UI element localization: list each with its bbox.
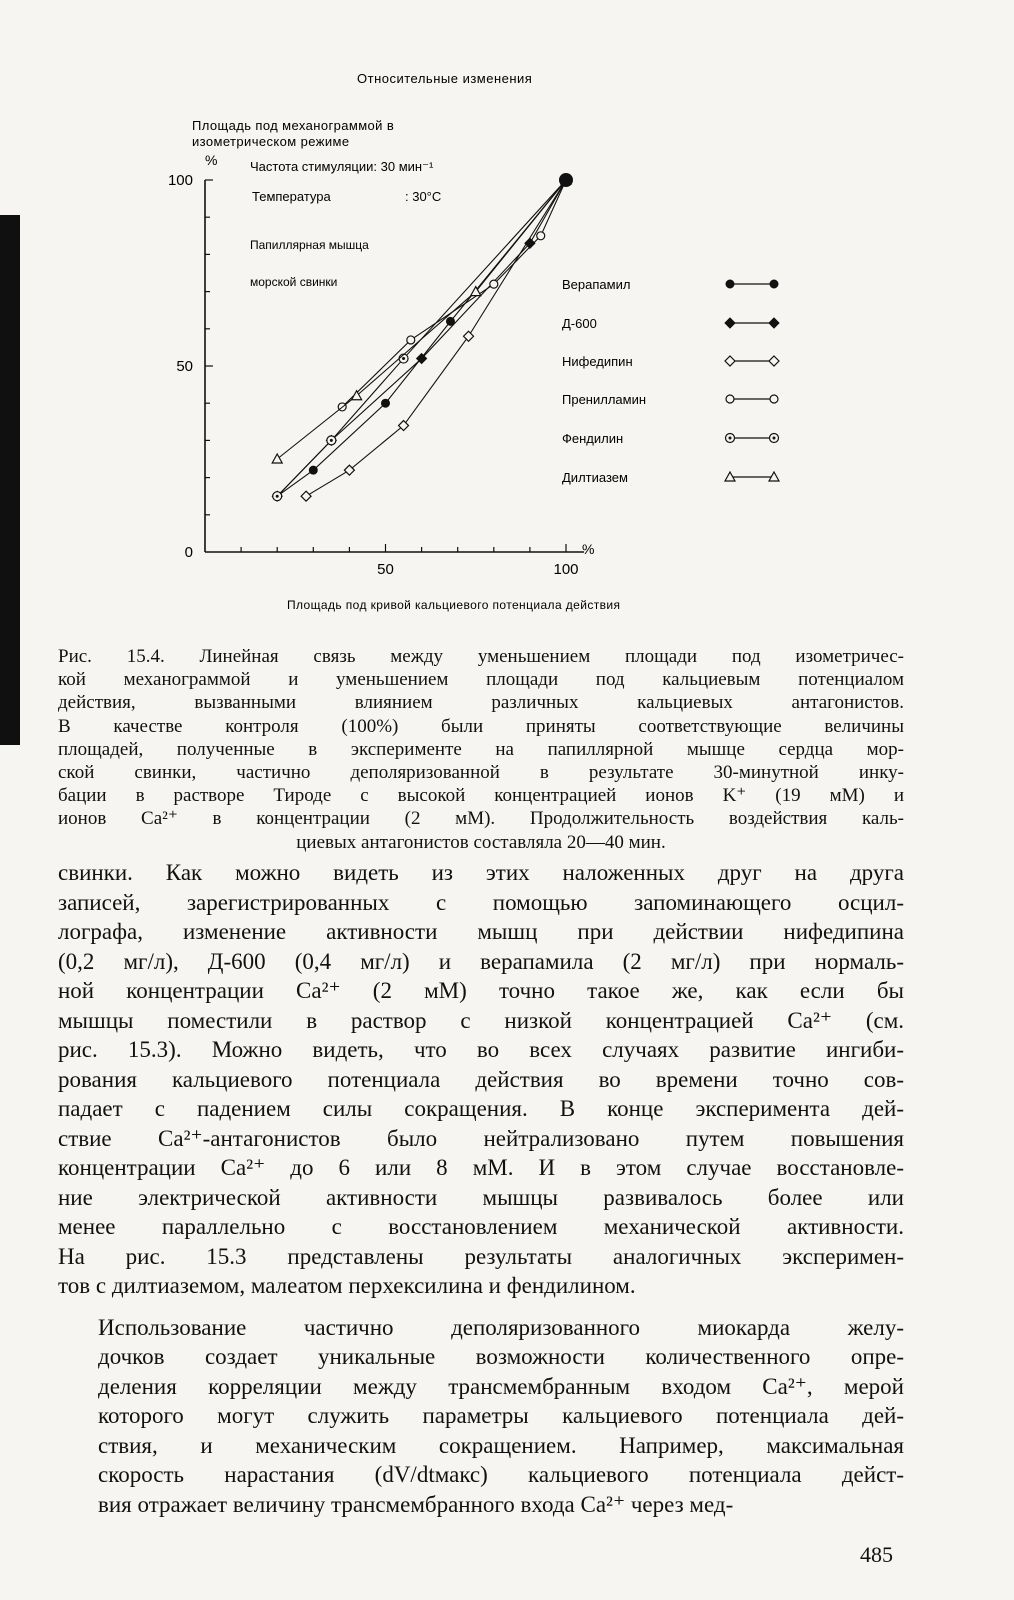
y-tick-label: 100 <box>167 172 193 189</box>
legend-label: Пренилламин <box>562 392 647 407</box>
legend-marker <box>725 318 735 328</box>
text-line: тов с дилтиаземом, малеатом перхексилина и фендилином. <box>58 1273 636 1298</box>
figure-header: Относительные изменения <box>357 71 533 86</box>
x-axis-label: Площадь под кривой кальциевого потенциала действия <box>287 598 621 612</box>
chart-legend <box>562 277 779 485</box>
legend-label: Верапамил <box>562 277 631 292</box>
legend-label: Нифедипин <box>562 354 633 369</box>
text-line: рис. 15.3). Можно видеть, что во всех случаях развитие ингиби- <box>58 1037 904 1062</box>
text-line: рования кальциевого потенциала действия во времени точно сов- <box>58 1066 904 1092</box>
legend-marker <box>769 318 779 328</box>
text-line: На рис. 15.3 представлены результаты аналогичных эксперимен- <box>58 1243 904 1269</box>
caption-line: кой механограммой и уменьшением площади под кальциевым потенциалом <box>58 669 904 691</box>
condition-frequency: Частота стимуляции: 30 мин⁻¹ <box>250 159 434 174</box>
chart-svg <box>0 0 1014 640</box>
legend-label: Дилтиазем <box>562 470 628 485</box>
x-tick-label: 100 <box>553 561 579 578</box>
caption-line: Рис. 15.4. Линейная связь между уменьшением площади под изометричес- <box>58 646 904 667</box>
data-point <box>490 280 498 288</box>
data-point <box>464 331 474 341</box>
y-tick-label: 0 <box>184 544 193 561</box>
text-line: ние электрической активности мышцы развивалось более или <box>58 1184 904 1210</box>
legend-marker <box>726 395 734 403</box>
control-point <box>559 173 573 187</box>
marker-dot <box>773 437 776 440</box>
text-line: дочков создает уникальные возможности количественного опре- <box>98 1344 904 1369</box>
data-point <box>272 454 282 463</box>
legend-marker <box>770 395 778 403</box>
text-line: концентрации Ca²⁺ до 6 или 8 мМ. И в этом случае восстановле- <box>58 1155 904 1180</box>
x-axis-unit: % <box>582 541 595 557</box>
data-point <box>407 336 415 344</box>
legend-label: Д-600 <box>562 316 597 331</box>
condition-temperature: Температура <box>252 189 331 204</box>
text-line: (0,2 мг/л), Д-600 (0,4 мг/л) и верапамила (2 мг/л) при нормаль- <box>58 948 904 974</box>
marker-dot <box>276 495 279 498</box>
series-line <box>277 180 566 459</box>
text-line: ствие Ca²⁺-антагонистов было нейтрализовано путем повышения <box>58 1125 904 1151</box>
condition-muscle-line1: Папиллярная мышца <box>250 238 369 252</box>
paragraph-2 <box>58 1313 904 1520</box>
text-line: мышцы поместили в раствор с низкой концентрацией Ca²⁺ (см. <box>58 1007 904 1033</box>
caption-line: бации в растворе Тироде с высокой концентрацией ионов K⁺ (19 мМ) и <box>58 785 904 807</box>
page-number: 485 <box>860 1542 893 1567</box>
caption-line: ской свинки, частично деполяризованной в результате 30-минутной инку- <box>58 762 904 784</box>
caption-line: циевых антагонистов составляла 20—40 мин. <box>296 831 666 853</box>
data-point <box>309 466 317 474</box>
figure-caption <box>58 645 904 854</box>
x-tick-label: 50 <box>377 561 394 578</box>
text-line: менее параллельно с восстановлением механической активности. <box>58 1214 904 1239</box>
text-line: вия отражает величину трансмембранного входа Ca²⁺ через мед- <box>98 1491 734 1517</box>
condition-muscle-line2: морской свинки <box>250 275 338 289</box>
data-point <box>382 399 390 407</box>
legend-marker <box>770 434 779 443</box>
legend-label: Фендилин <box>562 431 624 446</box>
figure-15-4 <box>0 0 1014 640</box>
text-line: ствия, и механическим сокращением. Например, максимальная <box>98 1432 904 1458</box>
caption-line: ионов Ca²⁺ в концентрации (2 мМ). Продолжительность воздействия каль- <box>58 808 904 830</box>
text-line: записей, зарегистрированных с помощью запоминающего осцил- <box>58 889 904 915</box>
legend-marker <box>770 280 778 288</box>
text-line: лографа, изменение активности мышц при действии нифедипина <box>58 919 904 944</box>
chart-axes <box>168 172 584 578</box>
text-line: деления корреляции между трансмембранным входом Ca²⁺, мерой <box>98 1373 904 1399</box>
y-axis-label-line2: изометрическом режиме <box>192 134 350 149</box>
legend-marker <box>726 434 735 443</box>
legend-marker <box>725 356 735 366</box>
y-tick-label: 50 <box>176 358 193 375</box>
text-line: свинки. Как можно видеть из этих наложенных друг на друга <box>58 860 904 885</box>
y-axis-label-line1: Площадь под механограммой в <box>192 118 395 133</box>
data-point <box>273 492 282 501</box>
condition-temperature-value: : 30°C <box>405 189 442 204</box>
chart-series <box>272 173 573 501</box>
legend-marker <box>726 280 734 288</box>
y-axis-unit: % <box>205 152 218 168</box>
body-text <box>58 858 904 1519</box>
text-line: Использование частично деполяризованного миокарда желу- <box>98 1314 904 1340</box>
series-line <box>277 180 566 496</box>
legend-marker <box>769 356 779 366</box>
paragraph-1 <box>58 858 904 1301</box>
text-line: ной концентрации Ca²⁺ (2 мМ) точно такое же, как если бы <box>58 978 904 1003</box>
data-point <box>327 436 336 445</box>
marker-dot <box>402 357 405 360</box>
data-point <box>301 491 311 501</box>
text-line: падает с падением силы сокращения. В конце эксперимента дей- <box>58 1096 904 1121</box>
marker-dot <box>729 437 732 440</box>
series-line <box>342 180 566 407</box>
caption-line: В качестве контроля (100%) были приняты соответствующие величины <box>58 715 904 737</box>
caption-line: площадей, полученные в эксперименте на папиллярной мышце сердца мор- <box>58 738 904 760</box>
marker-dot <box>330 439 333 442</box>
text-line: которого могут служить параметры кальциевого потенциала дей- <box>98 1403 904 1428</box>
text-line: скорость нарастания (dV/dtмакс) кальциевого потенциала дейст- <box>98 1462 904 1487</box>
caption-line: действия, вызванными влиянием различных кальциевых антагонистов. <box>58 692 904 714</box>
data-point <box>537 232 545 240</box>
